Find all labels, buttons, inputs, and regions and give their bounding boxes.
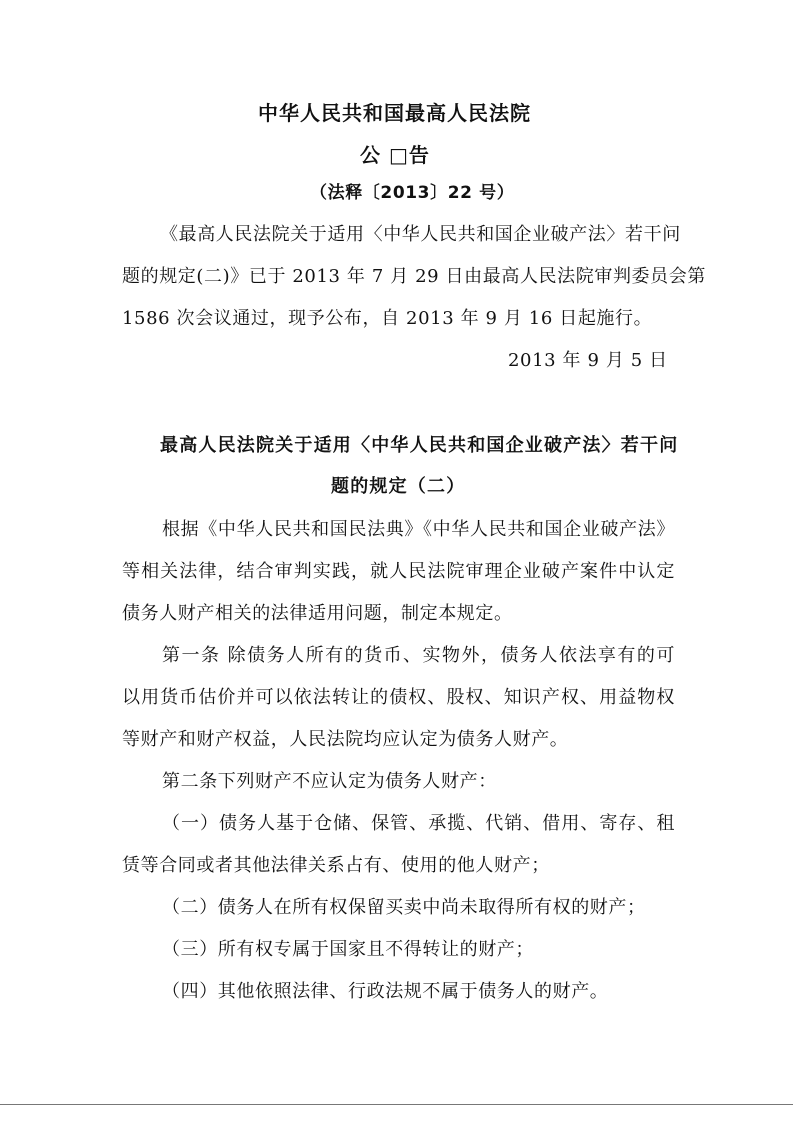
article1-line-1: 第一条 除债务人所有的货币、实物外，债务人依法享有的可 xyxy=(162,645,675,666)
intro-line-2: 等相关法律，结合审判实践，就人民法院审理企业破产案件中认定 xyxy=(122,561,675,582)
article2-heading: 第二条下列财产不应认定为债务人财产： xyxy=(162,771,497,792)
announcement-line-2: 题的规定(二)》已于 2013 年 7 月 29 日由最高人民法院审判委员会第 xyxy=(122,266,706,287)
intro-line-3: 债务人财产相关的法律适用问题，制定本规定。 xyxy=(122,603,513,624)
article1-line-3: 等财产和财产权益，人民法院均应认定为债务人财产。 xyxy=(122,729,569,750)
announcement-date: 2013 年 9 月 5 日 xyxy=(508,350,668,371)
notice-title: 公 □告 xyxy=(360,143,430,167)
article2-item2: （二）债务人在所有权保留买卖中尚未取得所有权的财产； xyxy=(162,897,646,918)
announcement-line-1: 《最高人民法院关于适用〈中华人民共和国企业破产法〉若干问 xyxy=(160,224,681,245)
intro-line-1: 根据《中华人民共和国民法典》《中华人民共和国企业破产法》 xyxy=(162,519,675,540)
article2-item4: （四）其他依照法律、行政法规不属于债务人的财产。 xyxy=(162,981,609,1002)
regulation-title-line-2: 题的规定（二） xyxy=(331,476,466,497)
article1-line-2: 以用货币估价并可以依法转让的债权、股权、知识产权、用益物权 xyxy=(122,687,675,708)
document-number: （法释〔2013〕22 号） xyxy=(310,183,515,203)
article2-item3: （三）所有权专属于国家且不得转让的财产； xyxy=(162,939,534,960)
announcement-line-3: 1586 次会议通过，现予公布，自 2013 年 9 月 16 日起施行。 xyxy=(122,308,653,329)
page-bottom-rule xyxy=(0,1104,793,1105)
regulation-title-line-1: 最高人民法院关于适用〈中华人民共和国企业破产法〉若干问 xyxy=(160,435,679,456)
court-name: 中华人民共和国最高人民法院 xyxy=(258,101,531,125)
article2-item1-line-2: 赁等合同或者其他法律关系占有、使用的他人财产； xyxy=(122,855,550,876)
article2-item1-line-1: （一）债务人基于仓储、保管、承揽、代销、借用、寄存、租 xyxy=(162,813,675,834)
